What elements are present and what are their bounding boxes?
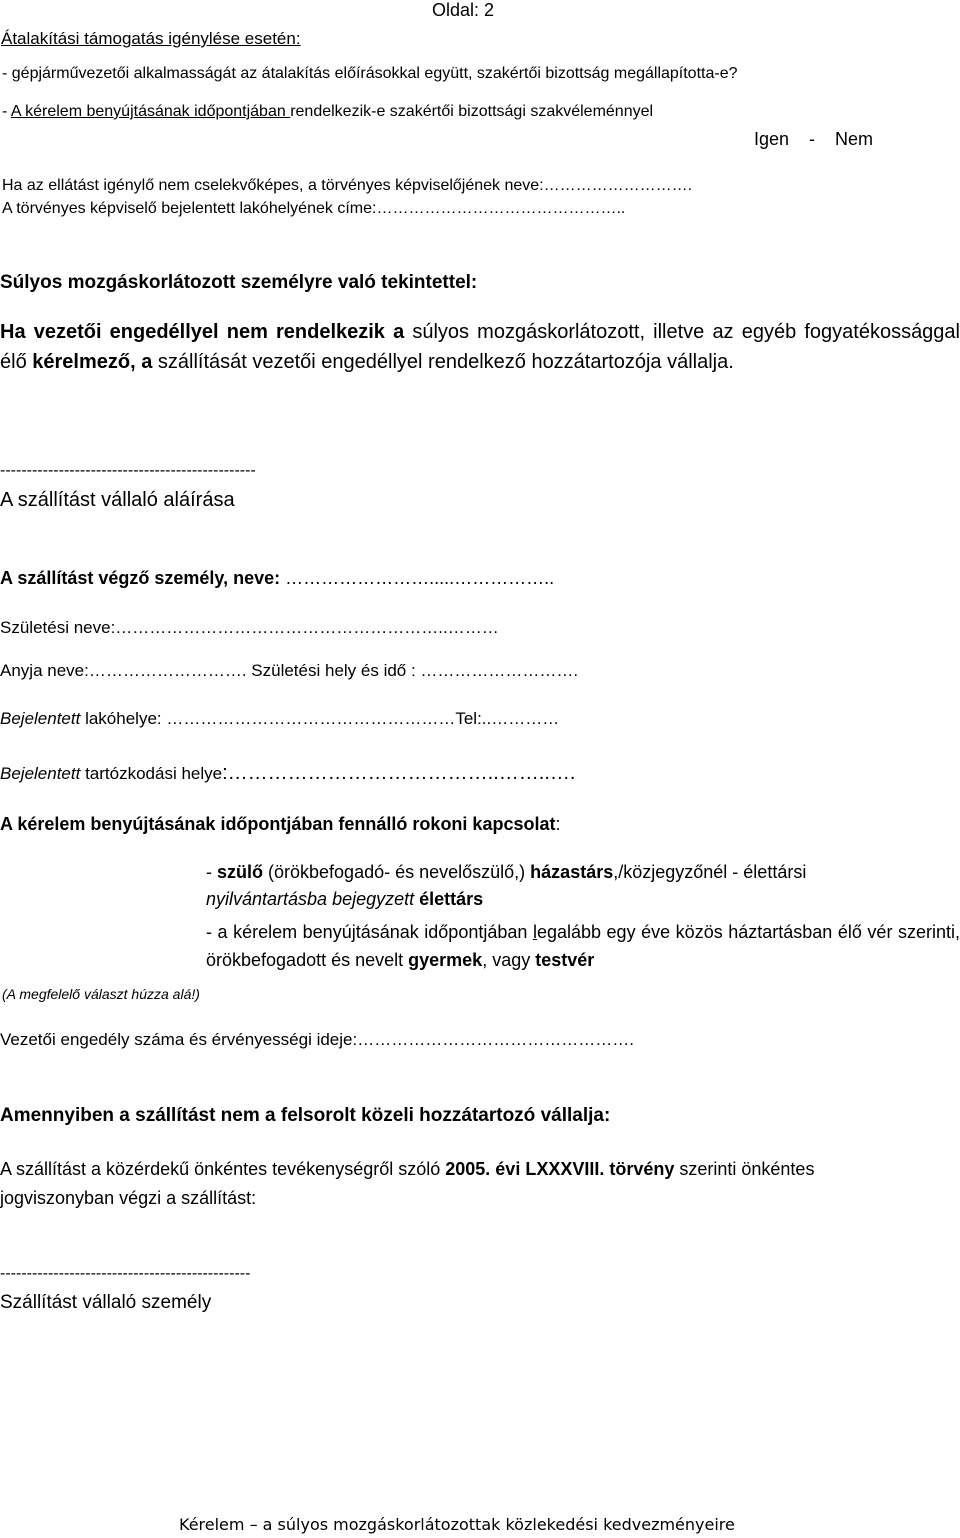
license-field[interactable]: Vezetői engedély száma és érvényességi ideje:…………………………………………. (0, 1030, 634, 1049)
volunteer-signature-label: Szállítást vállaló személy (0, 1292, 212, 1313)
opt1-parent: szülő (217, 862, 264, 882)
relation-label: A kérelem benyújtásának időpontjában fennálló rokoni kapcsolat (0, 814, 556, 834)
severe-heading: Súlyos mozgáskorlátozott személyre való tekintettel: (0, 272, 478, 293)
driver-name-label: A szállítást végző személy, neve: (0, 568, 281, 588)
driver-name-dots: …………………….....…………….. (280, 568, 555, 588)
volunteer-signature-line: ----------------------------------------------- (0, 1265, 251, 1282)
volunteer-text-c: szerinti önkéntes jogviszonyban végzi a szállítást: (0, 1159, 815, 1208)
severe-paragraph (0, 317, 960, 377)
opt2-e: , vagy (482, 950, 536, 970)
relation-heading (0, 814, 560, 835)
legal-rep-address-field[interactable]: A törvényes képviselő bejelentett lakóhelyének címe:……………………………………….. (2, 200, 626, 217)
opt1-registered: nyilvántartásba bejegyzett (206, 889, 415, 909)
yes-no-choice[interactable]: Igen - Nem (754, 129, 874, 149)
question-opinion (2, 103, 653, 121)
opt2-child: gyermek (408, 950, 483, 970)
residence-phone-field[interactable] (0, 709, 559, 729)
opt2-sibling: testvér (535, 950, 595, 970)
page-footer: Kérelem – a súlyos mozgáskorlátozottak közlekedési kedvezményeire (179, 1515, 735, 1534)
volunteer-text (0, 1155, 880, 1213)
opt1-partner: élettárs (414, 889, 484, 909)
birth-name-field[interactable]: Születési neve:…………………………………………………..……… (0, 618, 499, 637)
question-opinion-underlined: A kérelem benyújtásának időpontjában (10, 103, 291, 120)
driver-name-field[interactable] (0, 568, 554, 589)
opt1-e: ,/közjegyzőnél - élettársi (613, 862, 807, 882)
opt1-a: - (206, 862, 217, 882)
section-title: Átalakítási támogatás igénylése esetén: (1, 29, 301, 48)
residence-rest: lakóhelye: ……………………………………………Tel:..………… (80, 709, 560, 728)
volunteer-law: 2005. évi LXXXVIII. törvény (445, 1159, 675, 1179)
relation-option-child-sibling[interactable] (206, 918, 960, 974)
mother-birthplace-field[interactable]: Anyja neve:………………………. Születési hely és idő : ………………………. (0, 661, 579, 680)
underline-instruction: (A megfelelő választ húzza alá!) (2, 986, 200, 1002)
stay-dots: :…………………………………..……..…. (222, 762, 576, 784)
opt2-a: - a kérelem benyújtásának időpontjában (206, 922, 533, 942)
legal-rep-name-field[interactable]: Ha az ellátást igénylő nem cselekvőképes, a törvényes képviselőjének neve:………………………. (2, 177, 693, 194)
relation-option-parent-spouse[interactable] (206, 859, 960, 913)
question-opinion-prefix: - (2, 103, 11, 120)
volunteer-heading: Amennyiben a szállítást nem a felsorolt közeli hozzátartozó vállalja: (0, 1105, 611, 1126)
stay-rest: tartózkodási helye (80, 764, 223, 783)
relation-colon: : (555, 814, 561, 834)
severe-para-text-1: súlyos mozgáskorlátozott, illetve az egyéb fogyatékossággal élő (0, 321, 960, 373)
opt1-c: (örökbefogadó- és nevelőszülő,) (263, 862, 531, 882)
question-opinion-rest: rendelkezik-e szakértői bizottsági szakvéleménnyel (290, 103, 654, 120)
opt1-spouse: házastárs (530, 862, 614, 882)
question-aptitude: - gépjárművezetői alkalmasságát az átalakítás előírásokkal együtt, szakértői bizottság megállapította-e? (2, 65, 738, 82)
severe-para-bold-1: Ha vezetői engedéllyel nem rendelkezik a (0, 321, 405, 343)
opt2-b: l (532, 922, 537, 942)
volunteer-text-a: A szállítást a közérdekű önkéntes tevékenységről szóló (0, 1159, 446, 1179)
page-number: Oldal: 2 (432, 0, 495, 20)
signature-line-carrier: ------------------------------------------------ (0, 462, 256, 479)
severe-para-bold-2: kérelmező, a (32, 351, 153, 373)
signature-label-carrier: A szállítást vállaló aláírása (0, 489, 235, 511)
severe-para-text-2: szállítását vezetői engedéllyel rendelkező hozzátartozója vállalja. (152, 351, 734, 373)
stay-address-field[interactable] (0, 762, 575, 785)
opt2-c: egalább egy éve közös háztartásban élő vér szerinti, örökbefogadott és nevelt (206, 922, 960, 970)
residence-label-emph: Bejelentett (0, 709, 81, 728)
stay-label-emph: Bejelentett (0, 764, 81, 783)
